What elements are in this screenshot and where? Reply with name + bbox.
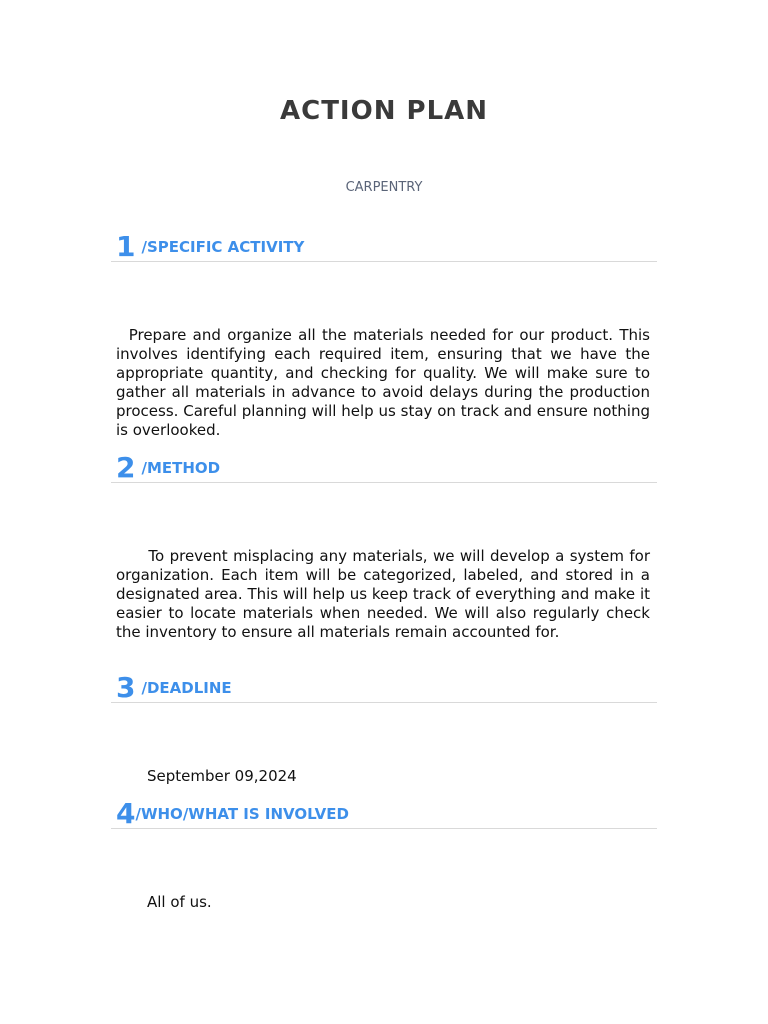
section-heading: /SPECIFIC ACTIVITY: [141, 238, 305, 256]
section-number: 1: [116, 230, 136, 263]
section-heading: /METHOD: [141, 459, 221, 477]
page-subtitle: CARPENTRY: [345, 180, 423, 195]
section-heading: /DEADLINE: [141, 679, 232, 697]
section-number: 4: [116, 797, 136, 830]
section-header-method: [111, 452, 657, 483]
section-header-deadline: [111, 672, 657, 703]
section-body-who-what-involved: All of us.: [147, 893, 212, 911]
page-title: ACTION PLAN: [279, 96, 489, 126]
section-number: 3: [116, 671, 136, 704]
section-heading: /WHO/WHAT IS INVOLVED: [135, 805, 349, 823]
section-number: 2: [116, 451, 136, 484]
section-body-specific-activity: Prepare and organize all the materials needed for our product. This involves identifying each required item, ensuring that we have the appropriate quantity, and checking for quality. We will make sure to gather all materials in advance to avoid delays during the production process. Careful planning will help us stay on track and ensure nothing is overlooked.: [116, 326, 650, 439]
section-header-specific-activity: [111, 231, 657, 262]
section-body-deadline: September 09,2024: [147, 767, 297, 785]
section-header-who-what-involved: [111, 798, 657, 829]
section-body-method: To prevent misplacing any materials, we will develop a system for organization. Each item will be categorized, labeled, and stored in a designated area. This will help us keep track of everything and make it easier to locate materials when needed. We will also regularly check the inventory to ensure all materials remain accounted for.: [116, 547, 650, 641]
